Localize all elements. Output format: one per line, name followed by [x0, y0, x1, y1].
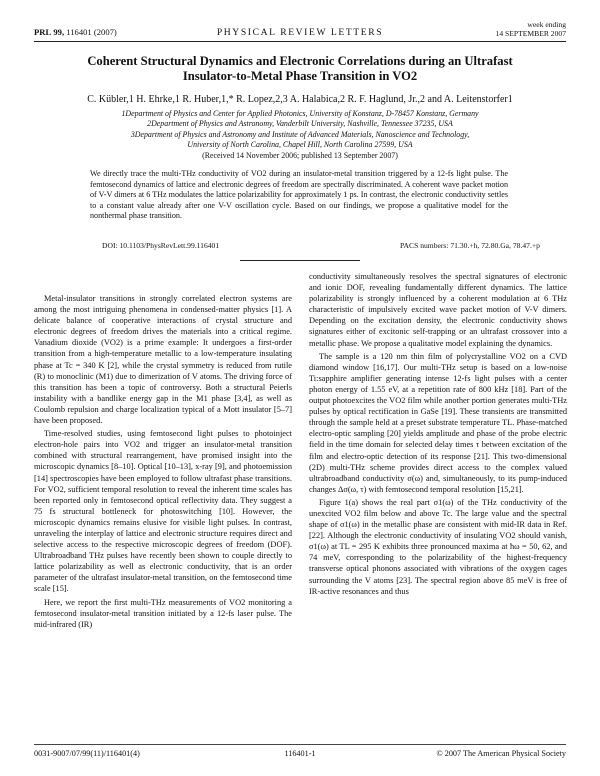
- paragraph: The sample is a 120 nm thin film of polycrystalline VO2 on a CVD diamond window [16,17]. Our multi-THz setup is based on a low-noise Ti:sapphire amplifier generating intense 12-fs light pulses with a center photon energy of 1.55 eV, at a repetition rate of 800 kHz [18]. Part of the output photoexcites the VO2 film while another portion generates multi-THz pulses by optical rectification in GaSe [19]. These transients are transmitted through the sample held at a preset substrate temperature TL. Phase-matched electro-optic sampling [20] yields amplitude and phase of the probe electric field in the time domain for selected delay times τ between excitation of the film and electro-optic detection of its response [21]. This two-dimensional (2D) multi-THz scheme provides direct access to the complex valued ultrabroadband conductivity σ(ω) and, simultaneously, to its pump-induced changes Δσ(ω, τ) with femtosecond temporal resolution [15,21].: [309, 351, 567, 494]
- author-list: C. Kübler,1 H. Ehrke,1 R. Huber,1,* R. Lopez,2,3 A. Halabica,2 R. F. Haglund, Jr.,2 and A. Leitenstorfer1: [87, 94, 513, 105]
- affiliation-3: 3Department of Physics and Astronomy and Institute of Advanced Materials, Nanoscience and Technology,: [130, 129, 470, 139]
- affiliation-2: 2Department of Physics and Astronomy, Vanderbilt University, Nashville, Tennessee 37235, USA: [147, 119, 453, 129]
- paragraph: Figure 1(a) shows the real part σ1(ω) of the THz conductivity of the unexcited VO2 film below and above Tc. The large value and the spectral shape of σ1(ω) in the metallic phase are consistent with mid-IR data in Ref. [22]. Although the electronic conductivity of insulating VO2 should vanish, σ1(ω) at TL = 295 K exhibits three pronounced maxima at ħω = 50, 62, and 74 meV, corresponding to the polarizability of the highest-frequency transverse optical phonons associated with vibrations of the oxygen cages surrounding the V atoms [23]. The spectral region above 85 meV is free of IR-active resonances and thus: [309, 497, 567, 596]
- running-header: [34, 20, 566, 42]
- affiliations: [60, 109, 540, 150]
- week-label: week ending: [527, 20, 566, 29]
- affiliation-3-continued: University of North Carolina, Chapel Hill, North Carolina 27599, USA: [187, 139, 413, 149]
- paragraph-continued: conductivity simultaneously resolves the spectral signatures of electronic and ionic DOF, revealing fundamentally different dynamics. The lattice polarizability is strongly influenced by a coherent modulation at 6 THz characteristic of impulsively excited wave packet motion of V-V dimers. Depending on the excitation density, the electronic conductivity shows signatures either of excitonic self-trapping or an ultrafast crossover into a metallic phase. We propose a qualitative model explaining the dynamics.: [309, 272, 567, 348]
- pacs-numbers: PACS numbers: 71.30.+h, 72.80.Ga, 78.47.+p: [400, 241, 540, 250]
- received-dates: (Received 14 November 2006; published 13 September 2007): [202, 151, 398, 160]
- week-date: 14 SEPTEMBER 2007: [495, 29, 566, 38]
- header-rule: [34, 41, 566, 42]
- article-number: 116401 (2007): [66, 27, 117, 37]
- title-line-1: Coherent Structural Dynamics and Electronic Correlations during an Ultrafast: [87, 54, 513, 68]
- issue-date: [496, 20, 566, 38]
- paper-title: [40, 54, 560, 84]
- doi-link[interactable]: DOI: 10.1103/PhysRevLett.99.116401: [102, 241, 220, 250]
- journal-title: PHYSICAL REVIEW LETTERS: [216, 27, 384, 38]
- affiliation-1: 1Department of Physics and Center for Applied Photonics, University of Konstanz, D-78457 Konstanz, Germany: [121, 109, 479, 118]
- footer-rule: [34, 744, 566, 745]
- journal-volume: 99,: [53, 27, 65, 37]
- body-column-right: [309, 271, 567, 599]
- title-line-2: Insulator-to-Metal Phase Transition in VO2: [182, 69, 418, 83]
- abstract: We directly trace the multi-THz conductivity of VO2 during an insulator-metal transition triggered by a 12-fs light pulse. The femtosecond dynamics of lattice and electronic degrees of freedom are spectrally discriminated. A coherent wave packet motion of V-V dimers at 6 THz modulates the lattice polarizability for approximately 1 ps. In contrast, the electronic conductivity settles to a constant value already after one V-V oscillation cycle. Based on our findings, we propose a qualitative model for the nonthermal phase transition.: [90, 169, 508, 221]
- body-column-left: [34, 271, 292, 632]
- footer-code: 0031-9007/07/99(11)/116401(4): [34, 749, 140, 758]
- paragraph: Time-resolved studies, using femtosecond light pulses to photoinject electron-hole pairs into VO2 and trigger an insulator-metal transition combined with structural rearrangement, have promised insight into the microscopic dynamics [8–10]. Optical [10–13], x-ray [9], and photoemission [14] spectroscopies have been employed to follow ultrafast phase transitions. For VO2, sufficient temporal resolution to reveal the inherent time scales has been reported only in femtosecond optical reflectivity data. They suggest a 75 fs structural bottleneck for photoswitching [10]. However, the microscopic dynamics remains elusive for visible light pulses. In contrast, unraveling the interplay of lattice and electronic structure requires direct and selective access to the respective microscopic degrees of freedom (DOF). Ultrabroadband THz pulses have recently been shown to couple directly to lattice polarizability as well as electronic conductivity, that is an order parameter of the ultrafast insulator-metal transition, on the femtosecond time scale [15].: [34, 429, 292, 594]
- page-number: 116401-1: [284, 749, 316, 758]
- abstract-divider: [240, 260, 360, 261]
- paragraph: Here, we report the first multi-THz measurements of VO2 monitoring a femtosecond insulator-metal transition initiated by a 12-fs laser pulse. The mid-infrared (IR): [34, 597, 292, 629]
- copyright: © 2007 The American Physical Society: [436, 749, 566, 758]
- journal-name: PRL: [34, 27, 52, 37]
- paragraph: Metal-insulator transitions in strongly correlated electron systems are among the most intriguing phenomena in condensed-matter physics [1]. A delicate balance of cooperative interactions of crystal structure and electronic degrees of freedom drives the materials into a critical regime. Vanadium dioxide (VO2) is a prime example: It undergoes a first-order transition from a high-temperature metallic to a low-temperature insulating phase at Tc = 340 K [2], while the crystal symmetry is reduced from rutile (R) to monoclinic (M1) due to dimerization of V atoms. The driving force of this transition has been a topic of controversy. Both a structural Peierls instability with a bandlike energy gap in the M1 phase [3,4], as well as Coulomb repulsion and charge localization typical of a Mott insulator [5–7] have been proposed.: [34, 294, 292, 426]
